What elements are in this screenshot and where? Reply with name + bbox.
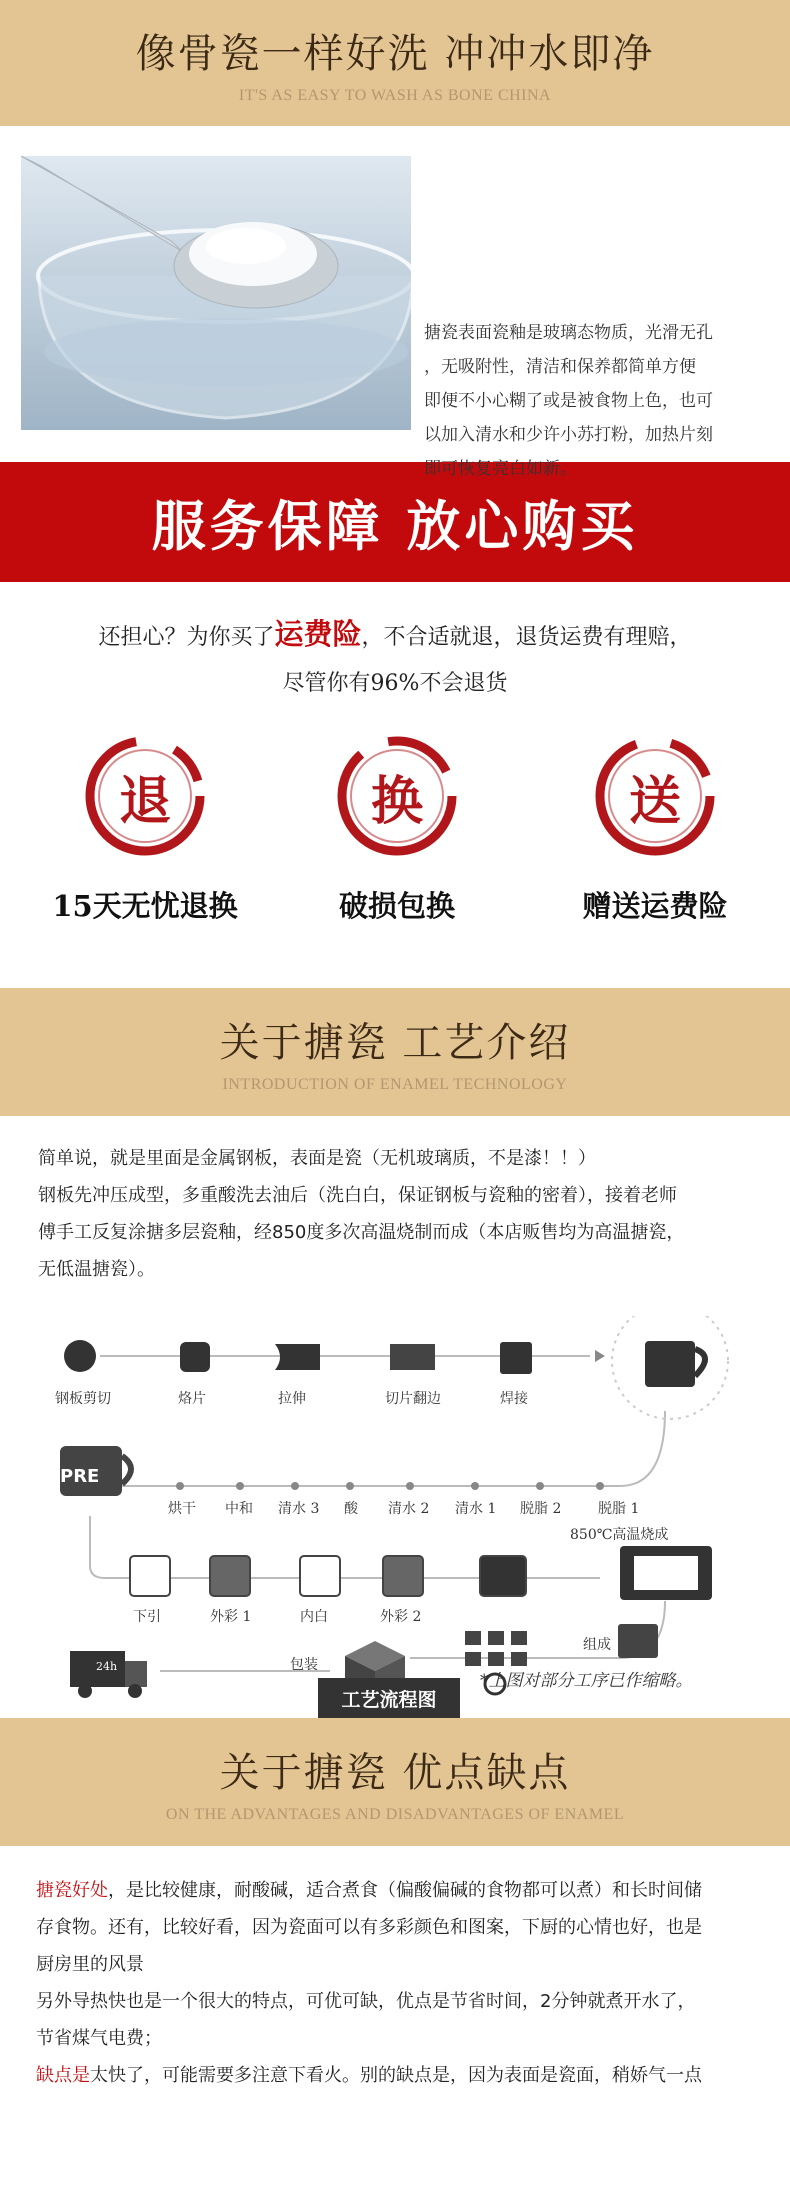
return-seal-icon [81,732,209,860]
step-undercoat: 下引 [133,1609,161,1625]
wash-line: 即可恢复亮白如新。 [424,459,577,479]
dis-line [36,2057,760,2094]
disadvantage-label: 缺点是 [36,2065,90,2086]
service-intro-post: ，不合适就退，退货运费有理赔， [361,625,692,650]
advantage-label: 搪瓷好处 [36,1880,108,1901]
intro-line: 傅手工反复涂搪多层瓷釉，经850度多次高温烧制而成（本店贩售均为高温搪瓷， [38,1222,685,1243]
step-inner-white: 内白 [300,1609,328,1625]
wash-section [0,126,790,479]
adv-line [36,1872,760,1909]
adv-header [0,1718,790,1846]
intro-line: 简单说，就是里面是金属钢板，表面是瓷（无机玻璃质，不是漆！！） [38,1148,596,1169]
shipping-insurance-highlight: 运费险 [274,617,362,651]
intro-header-subtitle: INTRODUCTION OF ENAMEL TECHNOLOGY [222,1075,568,1093]
step-flake: 烙片 [178,1391,206,1407]
wash-line: ，无吸附性，清洁和保养都简单方便 [424,357,696,377]
adv-line: 厨房里的风景 [36,1954,144,1975]
adv-line: 存食物。还有，比较好看，因为瓷面可以有多彩颜色和图案，下厨的心情也好，也是 [36,1917,702,1938]
return-seal-char: 退 [118,770,171,832]
adv-header-subtitle: ON THE ADVANTAGES AND DISADVANTAGES OF ENAMEL [165,1805,625,1823]
step-trim-flange: 切片翻边 [385,1391,441,1407]
process-note: *上图对部分工序已作缩略。 [480,1671,693,1691]
exchange-seal-icon [333,732,461,860]
wash-description [424,316,774,486]
intro-line: 无低温搪瓷）。 [38,1259,155,1280]
dis-line-text: 太快了，可能需要多注意下看火。别的缺点是，因为表面是瓷面，稍娇气一点 [90,2065,702,2086]
service-return [25,732,265,925]
truck-24h-label: 24h [96,1660,118,1673]
pre-label: PRE [60,1466,100,1487]
gift-seal-char: 送 [628,770,681,832]
step-rinse-3: 清水 3 [278,1501,320,1517]
service-intro-pre: 还担心？为你买了 [98,625,275,650]
wash-header [0,0,790,126]
spoon-glass-photo [21,156,411,430]
process-badge: 工艺流程图 [318,1678,460,1718]
step-degrease-1: 脱脂 1 [598,1501,640,1517]
service-gift [535,732,775,925]
step-outer-color-1: 外彩 1 [210,1609,252,1625]
process-flow-diagram [0,1316,790,1718]
wash-header-title: 像骨瓷一样好洗 冲冲水即净 [135,30,655,77]
service-section [0,582,790,988]
intro-line: 钢板先冲压成型，多重酸洗去油后（洗白白，保证钢板与瓷釉的密着），接着老师 [38,1185,677,1206]
wash-line: 即便不小心糊了或是被食物上色，也可 [424,391,713,411]
wash-line: 搪瓷表面瓷釉是玻璃态物质，光滑无孔 [424,323,713,343]
service-intro-line1 [0,612,790,653]
adv-line: 另外导热快也是一个很大的特点，可优可缺，优点是节省时间，2分钟就煮开水了， [36,1991,696,2012]
exchange-seal-char: 换 [370,770,423,832]
exchange-label: 破损包换 [338,889,455,923]
step-degrease-2: 脱脂 2 [520,1501,562,1517]
service-banner-title: 服务保障 放心购买 [151,493,639,558]
wash-line: 以加入清水和少许小苏打粉，加热片刻 [424,425,713,445]
adv-line: 节省煤气电费； [36,2028,162,2049]
step-rinse-1: 清水 1 [455,1501,497,1517]
adv-header-title: 关于搪瓷 优点缺点 [219,1749,571,1796]
adv-text [0,1846,790,2136]
return-label: 15天无忧退换 [52,889,238,923]
assemble-label: 组成 [583,1637,611,1653]
step-neutralize: 中和 [225,1501,253,1517]
service-intro-line2: 尽管你有96%不会退货 [282,671,508,696]
step-acid: 酸 [344,1501,358,1517]
pack-label: 包装 [290,1657,318,1673]
kiln-label: 850℃高温烧成 [570,1527,669,1543]
step-stretch: 拉伸 [278,1391,306,1407]
wash-header-subtitle: IT'S AS EASY TO WASH AS BONE CHINA [238,86,552,104]
step-dry: 烘干 [168,1501,196,1517]
intro-text [0,1116,790,1316]
step-cut-steel: 钢板剪切 [55,1391,111,1407]
gift-label: 赠送运费险 [582,889,728,923]
service-exchange [277,732,517,925]
step-weld: 焊接 [500,1391,528,1407]
intro-header [0,988,790,1116]
step-rinse-2: 清水 2 [388,1501,430,1517]
step-outer-color-2: 外彩 2 [380,1609,422,1625]
intro-header-title: 关于搪瓷 工艺介绍 [219,1019,571,1066]
gift-seal-icon [591,732,719,860]
adv-line-text: ，是比较健康，耐酸碱，适合煮食（偏酸偏碱的食物都可以煮）和长时间储 [108,1880,702,1901]
